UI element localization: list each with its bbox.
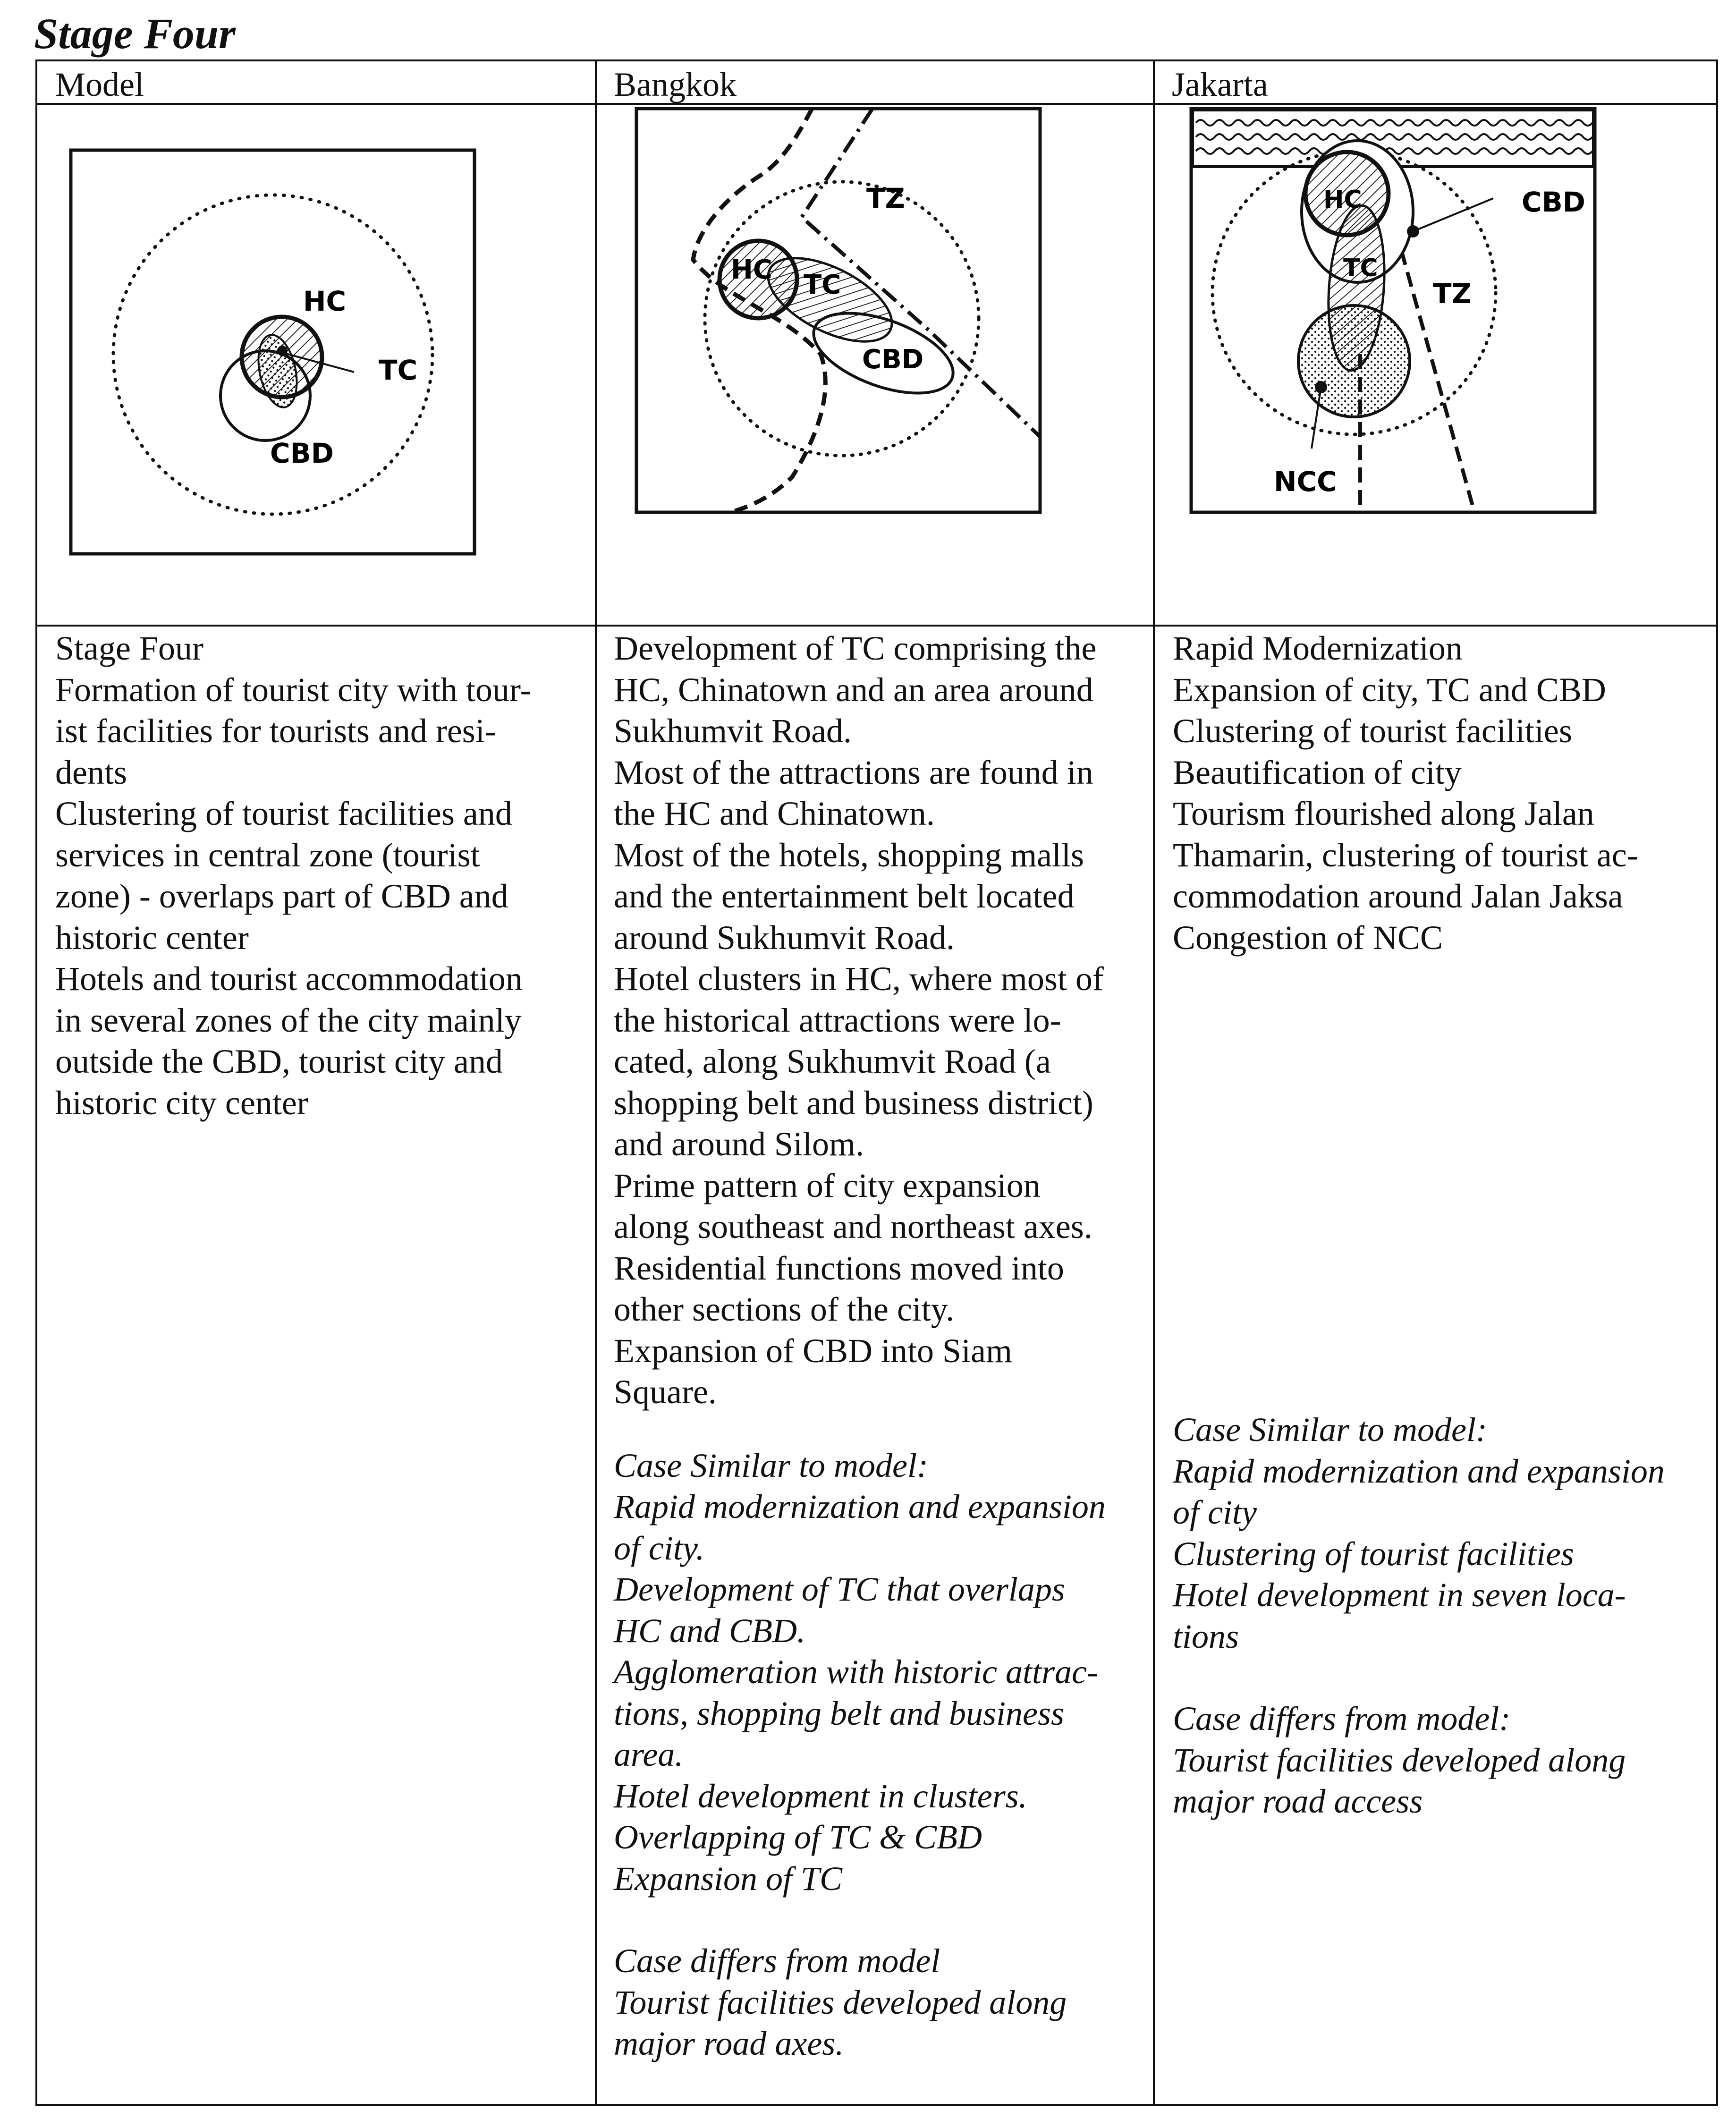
text-line: zone) - overlaps part of CBD and [55, 877, 508, 915]
header-bangkok: Bangkok [614, 66, 737, 103]
text-line: Residential functions moved into [614, 1249, 1064, 1287]
jakarta-similar-section [1173, 1409, 1706, 1822]
bangkok-differs-section [614, 1941, 1143, 2065]
bangkok-tc-label: TC [804, 270, 841, 300]
header-jakarta: Jakarta [1172, 66, 1268, 103]
text-line: and around Silom. [614, 1125, 864, 1163]
text-line: HC and CBD. [614, 1611, 806, 1650]
spacer [1173, 1657, 1706, 1698]
text-line: Case Similar to model: [1173, 1411, 1487, 1449]
text-line: Development of TC comprising the [614, 629, 1097, 667]
text-line: tions [1173, 1617, 1239, 1655]
text-line: ist facilities for tourists and resi- [55, 712, 496, 750]
text-line: Beautification of city [1173, 753, 1462, 791]
text-line: historic city center [55, 1084, 308, 1122]
jakarta-tc-label: TC [1343, 254, 1378, 282]
jakarta-ncc-label: NCC [1274, 466, 1337, 498]
jakarta-cbd-label: CBD [1522, 186, 1585, 218]
text-line: Congestion of NCC [1173, 918, 1443, 957]
text-line: historic center [55, 918, 249, 957]
text-line: HC, Chinatown and an area around [614, 670, 1093, 709]
bangkok-similar-section [614, 1445, 1143, 1900]
text-line: Overlapping of TC & CBD [614, 1818, 982, 1856]
text-line: of city. [614, 1529, 704, 1567]
column-divider [595, 61, 597, 2104]
jakarta-hc-label: HC [1323, 186, 1362, 214]
text-line: shopping belt and business district) [614, 1084, 1093, 1122]
model-tc-label: TC [379, 354, 418, 386]
text-line: Clustering of tourist facilities and [55, 795, 512, 832]
header-divider [37, 103, 1716, 105]
bangkok-diagram [636, 109, 1042, 515]
text-line: outside the CBD, tourist city and [55, 1043, 503, 1080]
text-line: Case differs from model [614, 1942, 940, 1980]
text-line: in several zones of the city mainly [55, 1001, 522, 1039]
text-line: Tourist facilities developed along [614, 1983, 1067, 2021]
text-line: Rapid Modernization [1173, 629, 1463, 667]
text-line: Development of TC that overlaps [614, 1570, 1065, 1608]
text-line: Clustering of tourist facilities [1173, 1534, 1575, 1573]
text-line: Case differs from model: [1173, 1700, 1511, 1738]
text-line: Most of the attractions are found in [614, 753, 1093, 791]
text-line: Tourism flourished along Jalan [1173, 795, 1594, 832]
jakarta-diagram [1191, 109, 1597, 515]
text-line: Hotel development in clusters. [614, 1777, 1027, 1815]
header-model: Model [55, 66, 144, 103]
spacer [614, 1413, 1143, 1445]
stage-title: Stage Four [34, 9, 236, 58]
bangkok-cbd-label: CBD [862, 344, 924, 375]
text-line: Stage Four [55, 629, 203, 667]
text-line: Rapid modernization and expansion [1173, 1452, 1665, 1490]
jakarta-description [1173, 628, 1706, 958]
text-line: Expansion of CBD into Siam [614, 1331, 1012, 1370]
text-line: major road access [1173, 1782, 1423, 1820]
model-diagram [71, 150, 477, 556]
text-line: Clustering of tourist facilities [1173, 712, 1572, 750]
text-line: Hotel development in seven loca- [1173, 1576, 1626, 1614]
text-line: services in central zone (tourist [55, 836, 480, 874]
text-line: Expansion of city, TC and CBD [1173, 670, 1606, 709]
text-line: of city [1173, 1493, 1257, 1531]
text-line: Square. [614, 1373, 717, 1411]
model-description [55, 628, 579, 1124]
text-line: Formation of tourist city with tour- [55, 670, 532, 709]
jakarta-tz-label: TZ [1433, 278, 1472, 310]
text-line: the historical attractions were lo- [614, 1001, 1061, 1039]
text-line: Prime pattern of city expansion [614, 1166, 1041, 1204]
text-line: Agglomeration with historic attrac- [614, 1653, 1098, 1691]
model-hc-label: HC [303, 285, 347, 317]
text-line: Hotel clusters in HC, where most of [614, 960, 1104, 998]
bangkok-tz-label: TZ [866, 182, 905, 214]
text-line: tions, shopping belt and business [614, 1694, 1065, 1732]
text-line: major road axes. [614, 2025, 844, 2062]
text-line: other sections of the city. [614, 1290, 955, 1328]
text-line: cated, along Sukhumvit Road (a [614, 1043, 1051, 1080]
text-line: commodation around Jalan Jaksa [1173, 877, 1623, 915]
spacer [614, 1899, 1143, 1941]
text-line: Hotels and tourist accommodation [55, 960, 523, 998]
text-line: dents [55, 753, 127, 791]
bangkok-hc-label: HC [731, 254, 772, 285]
column-divider [1153, 61, 1155, 2104]
text-line: Thamarin, clustering of tourist ac- [1173, 836, 1638, 874]
text-line: the HC and Chinatown. [614, 795, 935, 832]
text-line: along southeast and northeast axes. [614, 1208, 1092, 1246]
model-cbd-label: CBD [270, 437, 334, 469]
bangkok-description [614, 628, 1143, 2065]
text-line: Sukhumvit Road. [614, 712, 852, 750]
text-line: Expansion of TC [614, 1859, 843, 1898]
text-line: and the entertainment belt located [614, 877, 1075, 915]
text-line: Case Similar to model: [614, 1446, 928, 1484]
text-line: area. [614, 1736, 684, 1773]
text-line: Most of the hotels, shopping malls [614, 836, 1084, 874]
text-line: Rapid modernization and expansion [614, 1488, 1106, 1526]
figure-row-divider [37, 625, 1716, 627]
text-line: around Sukhumvit Road. [614, 918, 955, 957]
text-line: Tourist facilities developed along [1173, 1741, 1626, 1779]
